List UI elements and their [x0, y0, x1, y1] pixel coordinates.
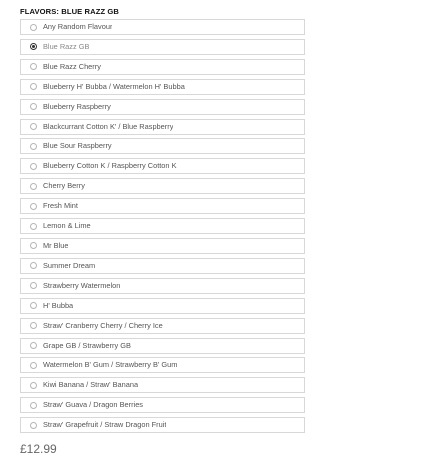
radio-unchecked-icon[interactable]: [30, 183, 37, 190]
flavor-option[interactable]: [20, 138, 305, 154]
flavor-option-label: Blackcurrant Cotton K' / Blue Raspberry: [43, 121, 174, 131]
flavor-option[interactable]: [20, 417, 305, 433]
flavor-option[interactable]: [20, 119, 305, 135]
flavor-option-label: Grape GB / Strawberry GB: [43, 340, 131, 350]
radio-unchecked-icon[interactable]: [30, 402, 37, 409]
radio-unchecked-icon[interactable]: [30, 342, 37, 349]
flavor-option[interactable]: [20, 158, 305, 174]
flavor-option-label: Blue Razz GB: [43, 41, 90, 51]
flavor-option[interactable]: [20, 397, 305, 413]
radio-unchecked-icon[interactable]: [30, 242, 37, 249]
radio-unchecked-icon[interactable]: [30, 103, 37, 110]
radio-unchecked-icon[interactable]: [30, 203, 37, 210]
flavor-option[interactable]: [20, 377, 305, 393]
flavor-option-label: Straw' Guava / Dragon Berries: [43, 400, 143, 410]
radio-unchecked-icon[interactable]: [30, 422, 37, 429]
flavor-option[interactable]: [20, 298, 305, 314]
flavor-option[interactable]: [20, 59, 305, 75]
flavor-option-label: Blue Sour Raspberry: [43, 141, 112, 151]
flavor-option-label: Straw' Grapefruit / Straw Dragon Fruit: [43, 420, 167, 430]
radio-unchecked-icon[interactable]: [30, 223, 37, 230]
flavors-heading: FLAVORS: BLUE RAZZ GB: [20, 7, 119, 16]
flavor-option-label: Blueberry Cotton K / Raspberry Cotton K: [43, 161, 177, 171]
flavor-option-label: Lemon & Lime: [43, 221, 91, 231]
radio-unchecked-icon[interactable]: [30, 262, 37, 269]
flavor-option[interactable]: [20, 338, 305, 354]
radio-unchecked-icon[interactable]: [30, 83, 37, 90]
flavor-option-label: Blue Razz Cherry: [43, 61, 101, 71]
radio-checked-icon[interactable]: [30, 43, 37, 50]
flavor-option-label: Watermelon B' Gum / Strawberry B' Gum: [43, 360, 178, 370]
flavor-option[interactable]: [20, 258, 305, 274]
product-price: £12.99: [20, 442, 57, 456]
flavor-option[interactable]: [20, 39, 305, 55]
flavor-option[interactable]: [20, 218, 305, 234]
flavor-option[interactable]: [20, 238, 305, 254]
flavor-option[interactable]: [20, 278, 305, 294]
radio-unchecked-icon[interactable]: [30, 163, 37, 170]
radio-unchecked-icon[interactable]: [30, 362, 37, 369]
radio-unchecked-icon[interactable]: [30, 123, 37, 130]
radio-unchecked-icon[interactable]: [30, 302, 37, 309]
flavor-option-label: H' Bubba: [43, 300, 74, 310]
flavor-option-label: Strawberry Watermelon: [43, 280, 121, 290]
flavor-option-label: Fresh Mint: [43, 201, 78, 211]
flavor-option-label: Blueberry Raspberry: [43, 101, 111, 111]
flavor-options-list: [20, 19, 305, 437]
radio-unchecked-icon[interactable]: [30, 322, 37, 329]
flavor-option-label: Cherry Berry: [43, 181, 85, 191]
flavor-option-label: Kiwi Banana / Straw' Banana: [43, 380, 139, 390]
flavor-option[interactable]: [20, 318, 305, 334]
radio-unchecked-icon[interactable]: [30, 382, 37, 389]
flavor-option[interactable]: [20, 99, 305, 115]
flavor-option-label: Summer Dream: [43, 260, 96, 270]
flavor-option[interactable]: [20, 178, 305, 194]
radio-unchecked-icon[interactable]: [30, 24, 37, 31]
flavor-option[interactable]: [20, 19, 305, 35]
flavor-option-label: Blueberry H' Bubba / Watermelon H' Bubba: [43, 81, 185, 91]
radio-unchecked-icon[interactable]: [30, 282, 37, 289]
flavor-option-label: Straw' Cranberry Cherry / Cherry Ice: [43, 320, 163, 330]
flavor-option[interactable]: [20, 198, 305, 214]
flavor-option[interactable]: [20, 79, 305, 95]
flavor-option[interactable]: [20, 357, 305, 373]
flavor-option-label: Mr Blue: [43, 240, 69, 250]
radio-unchecked-icon[interactable]: [30, 143, 37, 150]
flavor-option-label: Any Random Flavour: [43, 22, 113, 31]
radio-unchecked-icon[interactable]: [30, 63, 37, 70]
